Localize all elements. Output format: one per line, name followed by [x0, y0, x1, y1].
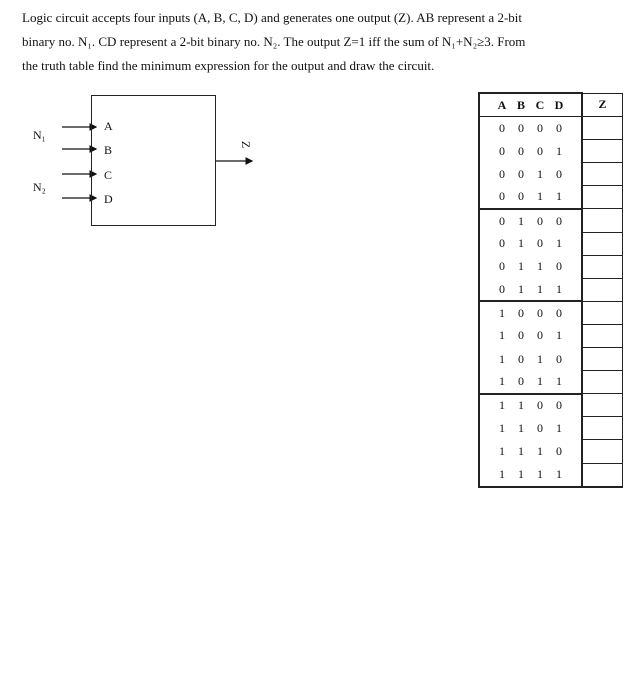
bit-cell: 0: [556, 305, 562, 320]
bit-cell: 0: [518, 374, 524, 389]
truth-table-body: [479, 117, 623, 487]
z-cell[interactable]: [582, 278, 623, 301]
bit-cell: 1: [556, 328, 562, 343]
row-inputs: [479, 186, 582, 209]
z-cell[interactable]: [582, 463, 623, 487]
row-inputs: [479, 232, 582, 255]
bit-cell: 0: [537, 213, 543, 228]
bit-cell: 1: [518, 398, 524, 413]
bit-cell: 1: [499, 374, 505, 389]
pin-d-label: D: [104, 192, 113, 206]
bit-cell: 0: [537, 236, 543, 251]
bit-cell: 1: [499, 443, 505, 458]
row-inputs: [479, 301, 582, 324]
bit-cell: 1: [518, 281, 524, 296]
bit-cell: 1: [537, 281, 543, 296]
n2-label: N₂: [33, 180, 46, 194]
z-cell[interactable]: [582, 417, 623, 440]
row-inputs: [479, 417, 582, 440]
output-z-label: Z: [239, 140, 254, 149]
bit-cell: 1: [537, 166, 543, 181]
bit-cell: 0: [499, 120, 505, 135]
bit-cell: 0: [518, 305, 524, 320]
row-inputs: [479, 371, 582, 394]
z-cell[interactable]: [582, 232, 623, 255]
z-cell[interactable]: [582, 394, 623, 417]
bit-cell: 0: [518, 328, 524, 343]
z-cell[interactable]: [582, 324, 623, 347]
bit-cell: 0: [556, 443, 562, 458]
header-inputs: [479, 93, 582, 117]
bit-cell: 0: [537, 305, 543, 320]
bit-cell: 1: [499, 398, 505, 413]
bit-cell: 1: [518, 466, 524, 481]
bit-cell: 0: [518, 351, 524, 366]
problem-line-1: Logic circuit accepts four inputs (A, B, C, D) and generates one output (Z). AB represent a 2-bit: [22, 10, 522, 25]
table-row: [479, 232, 623, 255]
table-row: [479, 463, 623, 487]
table-row: [479, 209, 623, 232]
bit-cell: 1: [537, 443, 543, 458]
table-row: [479, 163, 623, 186]
table-row: [479, 417, 623, 440]
bit-cell: 1: [537, 374, 543, 389]
bit-cell: 0: [518, 120, 524, 135]
row-inputs: [479, 140, 582, 163]
row-inputs: [479, 117, 582, 140]
bit-cell: 0: [556, 259, 562, 274]
bit-cell: 1: [518, 443, 524, 458]
header-b: B: [516, 97, 525, 112]
bit-cell: 0: [537, 420, 543, 435]
pin-c-label: C: [104, 168, 113, 182]
bit-cell: 0: [556, 398, 562, 413]
table-row: [479, 371, 623, 394]
bit-cell: 0: [499, 143, 505, 158]
z-cell[interactable]: [582, 348, 623, 371]
bit-cell: 1: [518, 259, 524, 274]
truth-table: [478, 92, 623, 488]
n1-label: N₁: [33, 128, 46, 142]
table-row: [479, 324, 623, 347]
row-inputs: [479, 348, 582, 371]
bit-cell: 1: [518, 236, 524, 251]
truth-table-header: [479, 93, 623, 117]
bit-cell: 0: [499, 213, 505, 228]
bit-cell: 1: [537, 259, 543, 274]
row-inputs: [479, 394, 582, 417]
z-cell[interactable]: [582, 440, 623, 463]
header-c: C: [535, 97, 545, 112]
bit-cell: 1: [556, 143, 562, 158]
bit-cell: 0: [537, 328, 543, 343]
problem-line-3: the truth table find the minimum expression for the output and draw the circuit.: [22, 58, 435, 73]
bit-cell: 0: [537, 143, 543, 158]
bit-cell: 0: [537, 398, 543, 413]
row-inputs: [479, 209, 582, 232]
bit-cell: 0: [556, 351, 562, 366]
z-cell[interactable]: [582, 301, 623, 324]
bit-cell: 1: [537, 466, 543, 481]
z-cell[interactable]: [582, 140, 623, 163]
bit-cell: 1: [556, 466, 562, 481]
bit-cell: 0: [537, 120, 543, 135]
row-inputs: [479, 463, 582, 487]
header-z: Z: [582, 93, 623, 117]
z-cell[interactable]: [582, 255, 623, 278]
bit-cell: 0: [518, 189, 524, 204]
table-row: [479, 301, 623, 324]
table-row: [479, 348, 623, 371]
bit-cell: 1: [518, 420, 524, 435]
bit-cell: 0: [518, 143, 524, 158]
table-row: [479, 394, 623, 417]
z-cell[interactable]: [582, 163, 623, 186]
z-cell[interactable]: [582, 371, 623, 394]
bit-cell: 0: [518, 166, 524, 181]
bit-cell: 1: [556, 281, 562, 296]
bit-cell: 1: [556, 374, 562, 389]
bit-cell: 1: [499, 328, 505, 343]
row-inputs: [479, 440, 582, 463]
bit-cell: 1: [499, 305, 505, 320]
row-inputs: [479, 278, 582, 301]
bit-cell: 1: [499, 351, 505, 366]
header-d: D: [554, 97, 564, 112]
row-inputs: [479, 163, 582, 186]
bit-cell: 0: [556, 213, 562, 228]
bit-cell: 1: [556, 420, 562, 435]
table-row: [479, 117, 623, 140]
bit-cell: 1: [537, 351, 543, 366]
z-cell[interactable]: [582, 186, 623, 209]
bit-cell: 1: [556, 189, 562, 204]
bit-cell: 0: [499, 236, 505, 251]
bit-cell: 0: [499, 281, 505, 296]
bit-cell: 1: [518, 213, 524, 228]
bit-cell: 1: [499, 420, 505, 435]
bit-cell: 1: [499, 466, 505, 481]
table-row: [479, 140, 623, 163]
pin-b-label: B: [104, 143, 113, 157]
bit-cell: 0: [499, 259, 505, 274]
table-row: [479, 186, 623, 209]
bit-cell: 0: [556, 166, 562, 181]
header-a: A: [497, 97, 507, 112]
bit-cell: 0: [556, 120, 562, 135]
z-cell[interactable]: [582, 117, 623, 140]
row-inputs: [479, 324, 582, 347]
problem-line-2: binary no. N₁. CD represent a 2-bit binary no. N₂. The output Z=1 iff the sum of N₁+N₂≥3. From: [22, 34, 526, 49]
bit-cell: 0: [499, 189, 505, 204]
table-row: [479, 440, 623, 463]
row-inputs: [479, 255, 582, 278]
table-row: [479, 255, 623, 278]
z-cell[interactable]: [582, 209, 623, 232]
pin-a-label: A: [104, 119, 113, 133]
bit-cell: 1: [556, 236, 562, 251]
bit-cell: 1: [537, 189, 543, 204]
table-row: [479, 278, 623, 301]
bit-cell: 0: [499, 166, 505, 181]
